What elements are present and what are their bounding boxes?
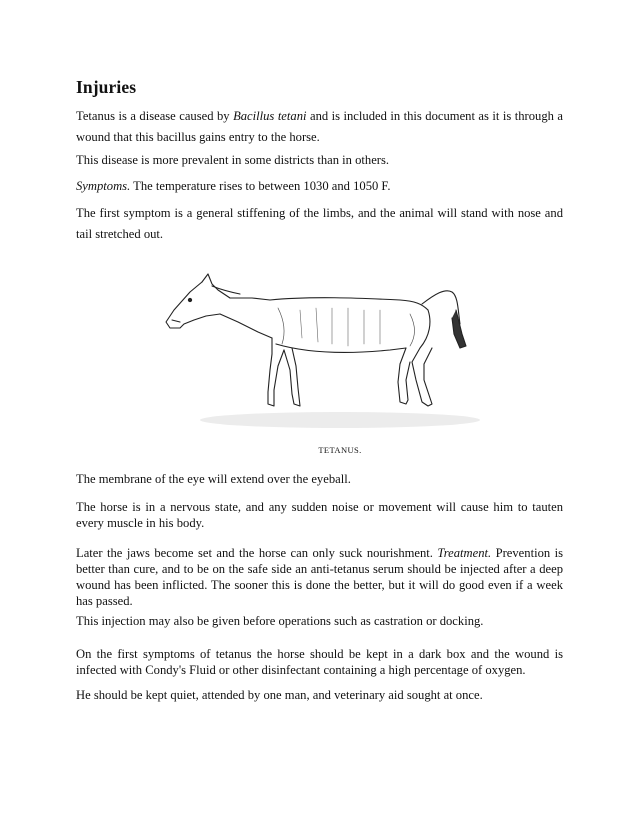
treatment-text-start: Later the jaws become set and the horse can only suck nourishment. (76, 546, 438, 560)
paragraph-intro-text-end: and is included in this document as it is through a wound that this bacillus gains entry to the horse. (76, 109, 563, 144)
figure-caption: TETANUS. (318, 445, 362, 455)
paragraph-nervous: The horse is in a nervous state, and any sudden noise or movement will cause him to tauten every muscle in his body. (76, 500, 563, 530)
paragraph-treatment (76, 545, 563, 609)
paragraph-injection: This injection may also be given before operations such as castration or docking. (76, 614, 484, 628)
paragraph-first-symptom: The first symptom is a general stiffening of the limbs, and the animal will stand with nose and tail stretched out. (76, 206, 563, 241)
horse-illustration (160, 270, 490, 438)
symptoms-text: The temperature rises to between 1030 and 1050 F. (130, 179, 391, 193)
bacillus-name: Bacillus tetani (233, 109, 307, 123)
paragraph-intro-text: Tetanus is a disease caused by (76, 109, 234, 123)
paragraph-dark-box: On the first symptoms of tetanus the horse should be kept in a dark box and the wound is infected with Condy's Fluid or other disinfectant containing a high percentage of oxygen. (76, 647, 563, 677)
horse-drawing (160, 270, 490, 438)
treatment-text: Prevention is better than cure, and to be on the safe side an anti-tetanus serum should be injected after a deep wound has been inflicted. The sooner this is done the better, but it will do good even if a week has passed. (76, 546, 564, 608)
treatment-label: Treatment. (437, 546, 492, 560)
paragraph-quiet: He should be kept quiet, attended by one man, and veterinary aid sought at once. (76, 688, 483, 702)
paragraph-eye: The membrane of the eye will extend over the eyeball. (76, 472, 351, 486)
section-heading: Injuries (76, 77, 137, 97)
paragraph-prevalence: This disease is more prevalent in some districts than in others. (76, 153, 390, 167)
symptoms-label: Symptoms. (76, 179, 131, 193)
paragraph-intro (76, 106, 563, 148)
paragraph-symptoms (76, 176, 563, 197)
